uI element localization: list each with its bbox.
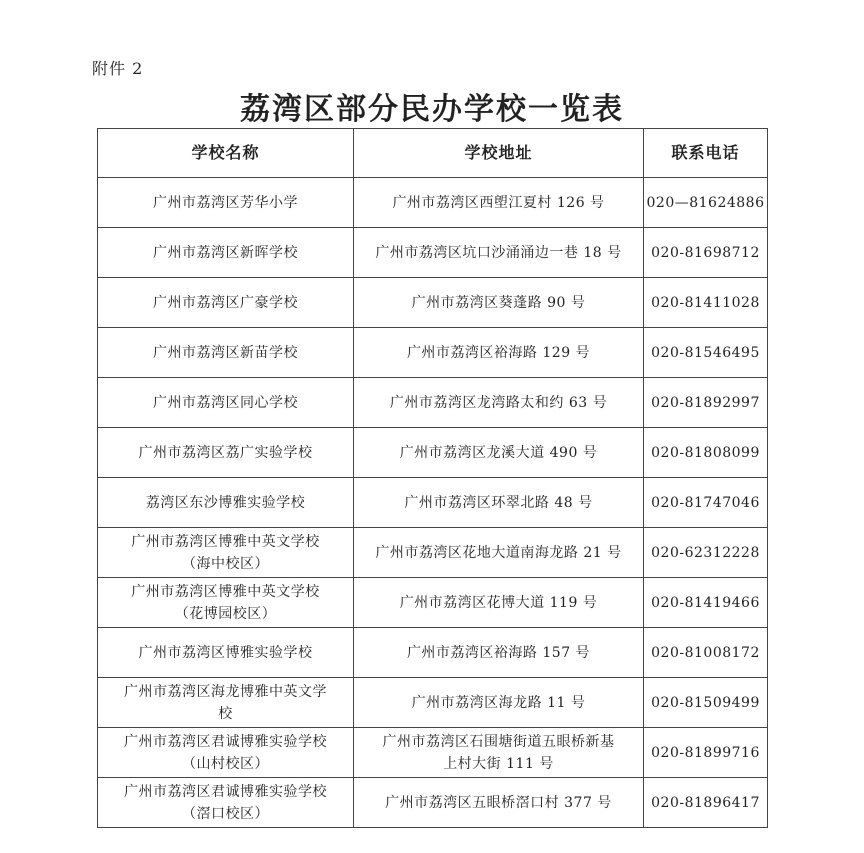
phone-cell-line: 020-81899716 xyxy=(651,744,760,761)
phone-cell xyxy=(644,578,768,628)
school-address-cell xyxy=(354,528,644,578)
phone-cell xyxy=(644,778,768,828)
school-name-cell-line: （滘口校区） xyxy=(182,805,269,822)
table-row xyxy=(98,378,768,428)
school-address-cell-line: 广州市荔湾区花地大道南海龙路 21 号 xyxy=(375,544,622,561)
school-name-cell-line: 广州市荔湾区芳华小学 xyxy=(153,194,298,211)
school-address-cell xyxy=(354,228,644,278)
school-address-cell xyxy=(354,428,644,478)
table-row xyxy=(98,178,768,228)
table-row xyxy=(98,778,768,828)
table-row xyxy=(98,728,768,778)
school-address-cell xyxy=(354,678,644,728)
phone-cell xyxy=(644,378,768,428)
phone-cell-line: 020-81411028 xyxy=(651,294,760,311)
school-address-cell-line: 广州市荔湾区裕海路 129 号 xyxy=(406,344,591,361)
phone-cell xyxy=(644,728,768,778)
phone-cell xyxy=(644,328,768,378)
school-address-cell xyxy=(354,628,644,678)
table-row xyxy=(98,428,768,478)
table-row xyxy=(98,528,768,578)
school-name-cell-line: 广州市荔湾区同心学校 xyxy=(153,394,298,411)
school-address-cell-line: 广州市荔湾区葵蓬路 90 号 xyxy=(411,294,586,311)
school-address-cell xyxy=(354,478,644,528)
school-name-cell-line: 广州市荔湾区博雅实验学校 xyxy=(138,644,313,661)
school-address-cell-line: 广州市荔湾区环翠北路 48 号 xyxy=(404,494,593,511)
page-title: 荔湾区部分民办学校一览表 xyxy=(240,92,624,127)
phone-cell xyxy=(644,628,768,678)
school-address-cell xyxy=(354,328,644,378)
school-name-cell-line: 广州市荔湾区博雅中英文学校 xyxy=(131,583,320,600)
school-name-cell xyxy=(98,728,354,778)
school-name-cell xyxy=(98,478,354,528)
school-name-cell-line: （山村校区） xyxy=(182,755,269,772)
table-row xyxy=(98,578,768,628)
table-row xyxy=(98,478,768,528)
school-name-cell-line: 荔湾区东沙博雅实验学校 xyxy=(145,494,306,511)
school-name-cell xyxy=(98,678,354,728)
phone-cell-line: 020-81008172 xyxy=(651,644,760,661)
phone-cell xyxy=(644,478,768,528)
table-header-row xyxy=(98,129,768,178)
school-name-cell-line: （花博园校区） xyxy=(174,605,277,622)
phone-cell xyxy=(644,228,768,278)
school-address-cell-line: 广州市荔湾区花博大道 119 号 xyxy=(399,594,598,611)
table-row xyxy=(98,278,768,328)
phone-cell-line: 020-81892997 xyxy=(651,394,760,411)
phone-cell xyxy=(644,678,768,728)
table-row xyxy=(98,228,768,278)
school-name-cell xyxy=(98,228,354,278)
table-body xyxy=(98,178,768,828)
phone-cell xyxy=(644,278,768,328)
school-name-cell-line: 广州市荔湾区新晖学校 xyxy=(153,244,298,261)
school-name-cell xyxy=(98,428,354,478)
school-name-cell-line: 广州市荔湾区海龙博雅中英文学 xyxy=(124,683,327,700)
phone-cell-line: 020-81509499 xyxy=(651,694,760,711)
phone-cell-line: 020-81419466 xyxy=(651,594,760,611)
header-phone: 联系电话 xyxy=(644,129,768,178)
school-name-cell-line: 广州市荔湾区君诚博雅实验学校 xyxy=(124,733,327,750)
school-address-cell xyxy=(354,178,644,228)
school-address-cell-line: 广州市荔湾区海龙路 11 号 xyxy=(411,694,586,711)
school-name-cell xyxy=(98,578,354,628)
header-school-name: 学校名称 xyxy=(98,129,354,178)
school-name-cell-line: 广州市荔湾区君诚博雅实验学校 xyxy=(124,783,327,800)
school-name-cell-line: 广州市荔湾区新苗学校 xyxy=(153,344,298,361)
school-address-cell-line: 广州市荔湾区五眼桥滘口村 377 号 xyxy=(385,794,612,811)
phone-cell-line: 020-81546495 xyxy=(651,344,760,361)
school-name-cell xyxy=(98,528,354,578)
attachment-label: 附件 2 xyxy=(92,59,144,78)
school-address-cell-line: 广州市荔湾区坑口沙涌涌边一巷 18 号 xyxy=(375,244,622,261)
school-address-cell-line: 广州市荔湾区裕海路 157 号 xyxy=(406,644,591,661)
school-name-cell xyxy=(98,378,354,428)
header-school-address: 学校地址 xyxy=(354,129,644,178)
table-row xyxy=(98,628,768,678)
phone-cell-line: 020-81808099 xyxy=(651,444,760,461)
school-address-cell-line: 上村大街 111 号 xyxy=(443,755,554,772)
phone-cell-line: 020-81698712 xyxy=(651,244,760,261)
school-name-cell-line: 广州市荔湾区博雅中英文学校 xyxy=(131,533,320,550)
phone-cell-line: 020—81624886 xyxy=(646,194,765,211)
school-address-cell-line: 广州市荔湾区西塱江夏村 126 号 xyxy=(392,194,605,211)
school-address-cell xyxy=(354,378,644,428)
phone-cell-line: 020-62312228 xyxy=(651,544,760,561)
phone-cell-line: 020-81747046 xyxy=(651,494,760,511)
school-name-cell xyxy=(98,778,354,828)
school-address-cell-line: 广州市荔湾区石围塘街道五眼桥新基 xyxy=(382,733,615,750)
school-name-cell-line: （海中校区） xyxy=(182,555,269,572)
table-row xyxy=(98,328,768,378)
school-name-cell-line: 广州市荔湾区广豪学校 xyxy=(153,294,298,311)
school-address-cell xyxy=(354,728,644,778)
school-address-cell xyxy=(354,778,644,828)
school-name-cell xyxy=(98,178,354,228)
phone-cell xyxy=(644,178,768,228)
school-name-cell xyxy=(98,328,354,378)
phone-cell xyxy=(644,528,768,578)
school-address-cell xyxy=(354,578,644,628)
table-row xyxy=(98,678,768,728)
school-address-cell-line: 广州市荔湾区龙溪大道 490 号 xyxy=(399,444,598,461)
school-name-cell-line: 广州市荔湾区荔广实验学校 xyxy=(138,444,313,461)
phone-cell xyxy=(644,428,768,478)
school-name-cell-line: 校 xyxy=(218,705,233,722)
school-address-cell xyxy=(354,278,644,328)
school-name-cell xyxy=(98,628,354,678)
school-address-cell-line: 广州市荔湾区龙湾路太和约 63 号 xyxy=(389,394,608,411)
school-name-cell xyxy=(98,278,354,328)
phone-cell-line: 020-81896417 xyxy=(651,794,760,811)
school-table xyxy=(97,128,768,828)
